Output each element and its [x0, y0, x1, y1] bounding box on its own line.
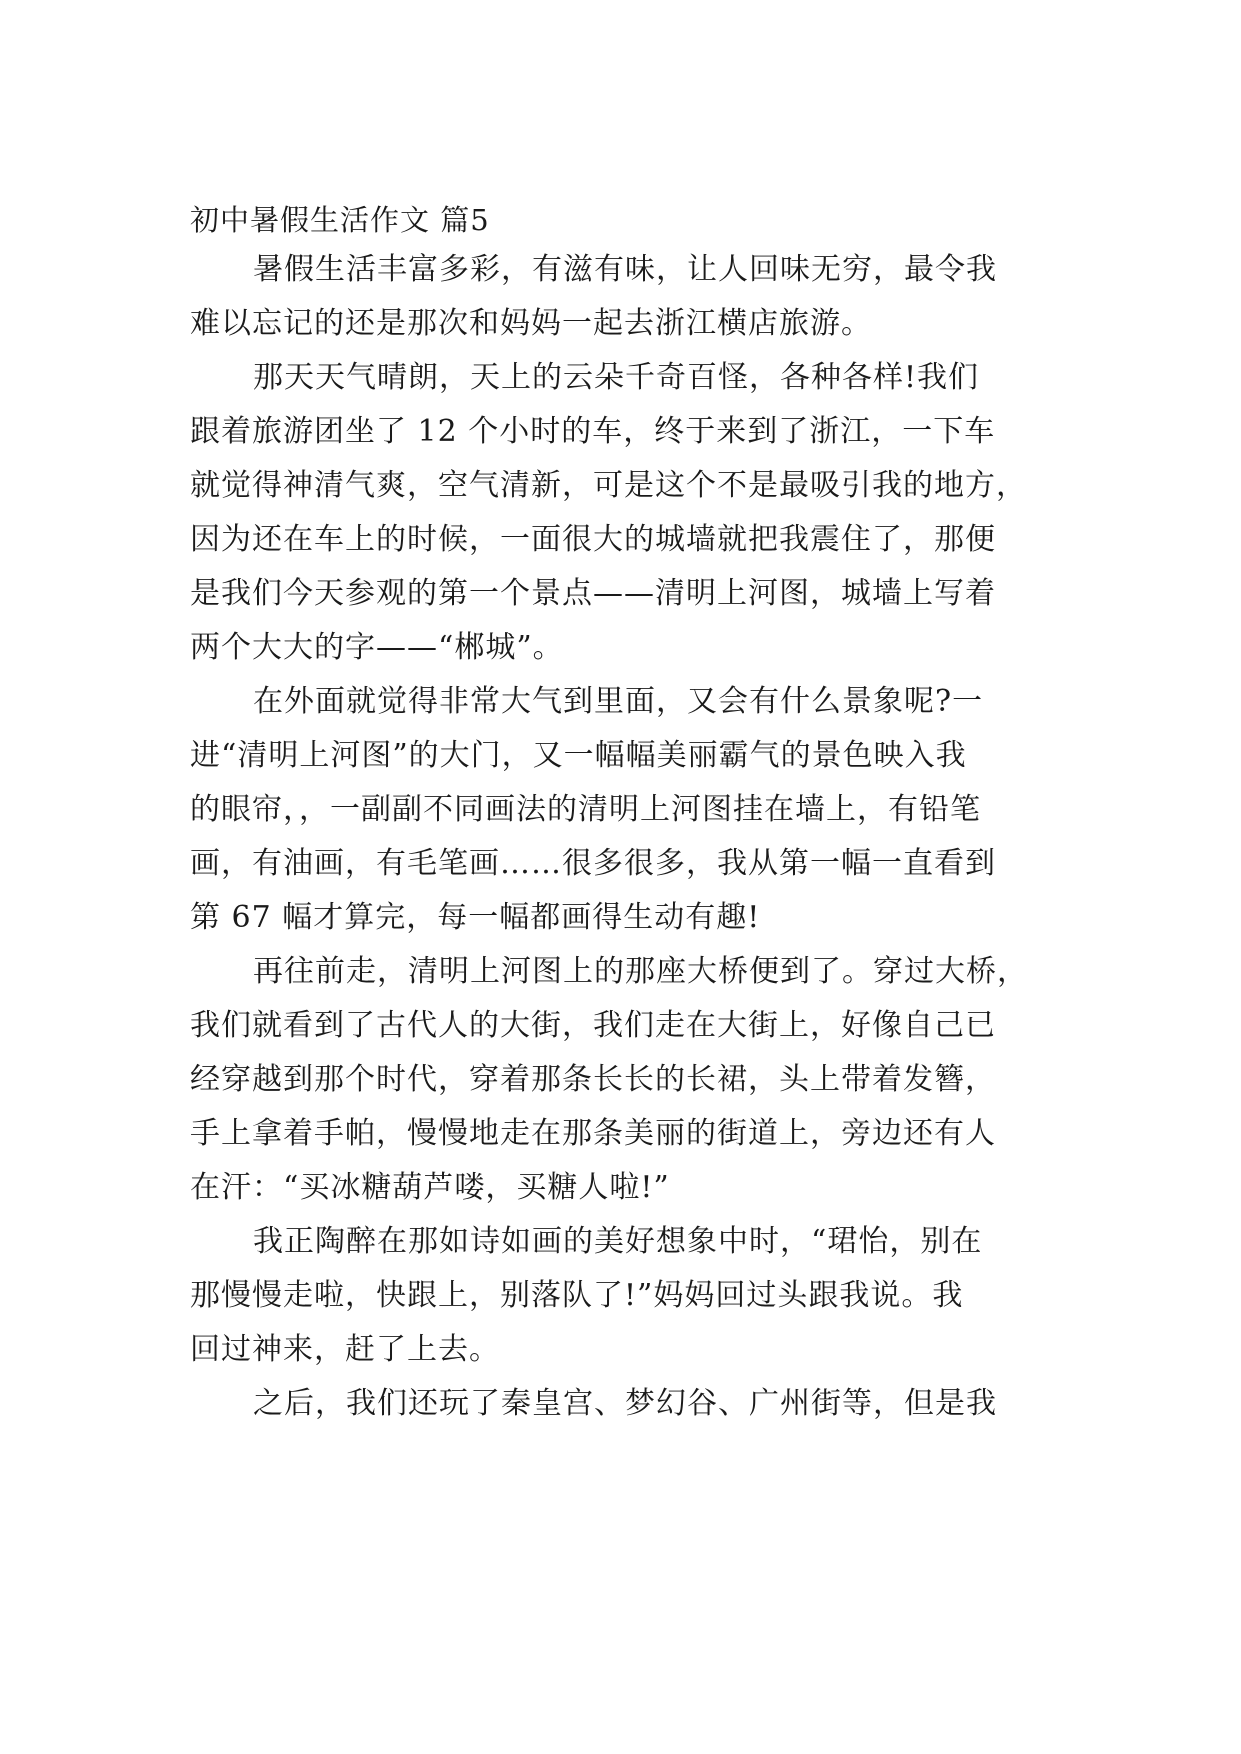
paragraph-line: 我正陶醉在那如诗如画的美好想象中时，“珺怡，别在 — [253, 1224, 983, 1259]
paragraph-line: 因为还在车上的时候，一面很大的城墙就把我震住了，那便 — [190, 522, 996, 557]
paragraph-line: 的眼帘，，一副副不同画法的清明上河图挂在墙上，有铅笔 — [190, 792, 981, 827]
paragraph-line: 难以忘记的还是那次和妈妈一起去浙江横店旅游。 — [190, 306, 872, 341]
paragraph-line: 经穿越到那个时代，穿着那条长长的长裙，头上带着发簪， — [190, 1062, 996, 1097]
paragraph-line: 两个大大的字——“郴城”。 — [190, 630, 564, 665]
paragraph-line: 进“清明上河图”的大门，又一幅幅美丽霸气的景色映入我 — [190, 738, 967, 773]
paragraph-line: 我们就看到了古代人的大街，我们走在大街上，好像自己已 — [190, 1008, 996, 1043]
paragraph-line: 跟着旅游团坐了 12 个小时的车，终于来到了浙江，一下车 — [190, 414, 996, 449]
paragraph-line: 之后，我们还玩了秦皇宫、梦幻谷、广州街等，但是我 — [253, 1386, 997, 1421]
paragraph-line: 再往前走，清明上河图上的那座大桥便到了。穿过大桥， — [253, 954, 1028, 989]
paragraph-line: 第 67 幅才算完，每一幅都画得生动有趣! — [190, 900, 761, 935]
paragraph-line: 手上拿着手帕，慢慢地走在那条美丽的街道上，旁边还有人 — [190, 1116, 996, 1151]
paragraph-line: 在外面就觉得非常大气到里面，又会有什么景象呢?一 — [253, 684, 984, 719]
paragraph-line: 暑假生活丰富多彩，有滋有味，让人回味无穷，最令我 — [253, 252, 997, 287]
paragraph-line: 那天天气晴朗，天上的云朵千奇百怪，各种各样!我们 — [253, 360, 980, 395]
document-title: 初中暑假生活作文 篇5 — [190, 203, 490, 237]
paragraph-line: 是我们今天参观的第一个景点——清明上河图，城墙上写着 — [190, 576, 996, 611]
paragraph-line: 就觉得神清气爽，空气清新，可是这个不是最吸引我的地方， — [190, 468, 1027, 503]
paragraph-line: 回过神来，赶了上去。 — [190, 1332, 500, 1367]
paragraph-line: 在汗：“买冰糖葫芦喽，买糖人啦!” — [190, 1170, 670, 1205]
paragraph-line: 画，有油画，有毛笔画……很多很多，我从第一幅一直看到 — [190, 846, 996, 881]
paragraph-line: 那慢慢走啦，快跟上，别落队了!”妈妈回过头跟我说。我 — [190, 1278, 964, 1313]
